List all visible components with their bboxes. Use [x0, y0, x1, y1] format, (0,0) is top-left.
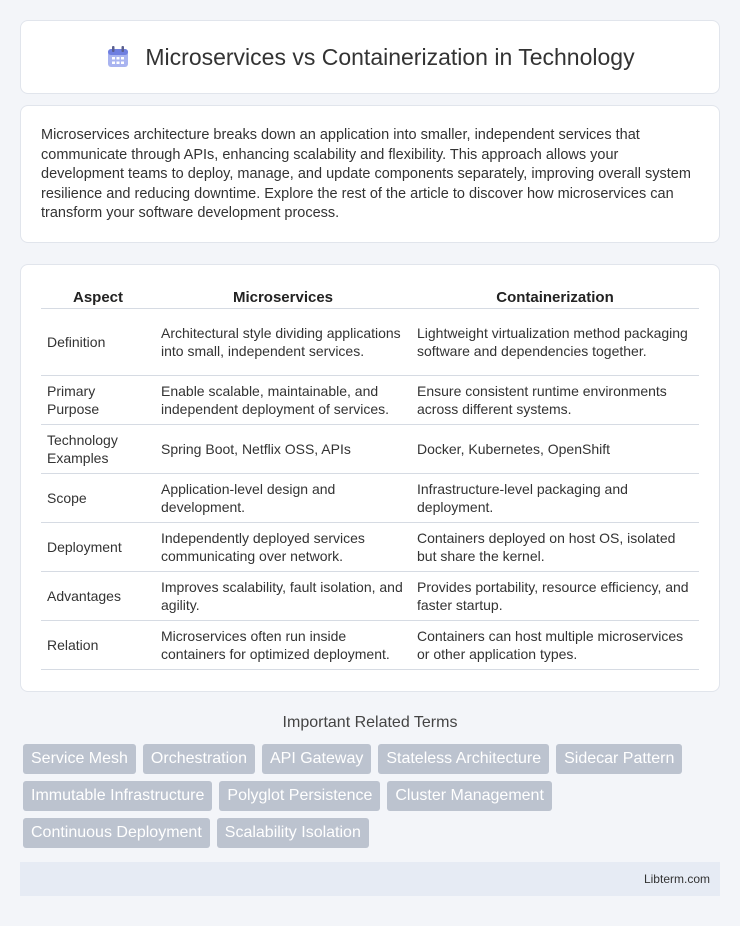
table-row: [41, 621, 699, 670]
cell-microservices: Improves scalability, fault isolation, and agility.: [155, 572, 411, 621]
cell-microservices: Application-level design and development.: [155, 474, 411, 523]
cell-microservices: Architectural style dividing applications into small, independent services.: [155, 309, 411, 376]
tag-cluster-management[interactable]: Cluster Management: [387, 781, 552, 811]
cell-aspect: Definition: [41, 309, 155, 376]
comparison-table-card: [20, 264, 720, 692]
cell-containerization: Ensure consistent runtime environments across different systems.: [411, 376, 699, 425]
table-header-row: [41, 287, 699, 309]
cell-aspect: Advantages: [41, 572, 155, 621]
footer: [20, 862, 720, 896]
tag-api-gateway[interactable]: API Gateway: [262, 744, 371, 774]
cell-containerization: Containers deployed on host OS, isolated but share the kernel.: [411, 523, 699, 572]
related-terms-heading: Important Related Terms: [282, 714, 458, 731]
cell-containerization: Provides portability, resource efficiency, and faster startup.: [411, 572, 699, 621]
table-row: [41, 474, 699, 523]
tag-sidecar-pattern[interactable]: Sidecar Pattern: [556, 744, 682, 774]
cell-aspect: Deployment: [41, 523, 155, 572]
tag-continuous-deployment[interactable]: Continuous Deployment: [23, 818, 210, 848]
related-terms-tags: [20, 744, 720, 848]
page-title: Microservices vs Containerization in Technology: [145, 43, 635, 70]
tag-scalability-isolation[interactable]: Scalability Isolation: [217, 818, 369, 848]
header-aspect: Aspect: [41, 287, 155, 309]
footer-site-link[interactable]: Libterm.com: [643, 872, 710, 886]
table-row: [41, 376, 699, 425]
cell-aspect: Relation: [41, 621, 155, 670]
cell-aspect: Technology Examples: [41, 425, 155, 474]
table-row: [41, 425, 699, 474]
cell-containerization: Lightweight virtualization method packaging software and dependencies together.: [411, 309, 699, 376]
cell-containerization: Containers can host multiple microservices or other application types.: [411, 621, 699, 670]
cell-containerization: Infrastructure-level packaging and deployment.: [411, 474, 699, 523]
tag-immutable-infrastructure[interactable]: Immutable Infrastructure: [23, 781, 212, 811]
tag-polyglot-persistence[interactable]: Polyglot Persistence: [219, 781, 380, 811]
cell-aspect: Primary Purpose: [41, 376, 155, 425]
related-terms-section: [20, 714, 720, 848]
header-microservices: Microservices: [155, 287, 411, 309]
tag-service-mesh[interactable]: Service Mesh: [23, 744, 136, 774]
title-card: [20, 20, 720, 94]
tag-stateless-architecture[interactable]: Stateless Architecture: [378, 744, 549, 774]
table-row: [41, 572, 699, 621]
cell-microservices: Spring Boot, Netflix OSS, APIs: [155, 425, 411, 474]
header-containerization: Containerization: [411, 287, 699, 309]
tag-orchestration[interactable]: Orchestration: [143, 744, 255, 774]
cell-aspect: Scope: [41, 474, 155, 523]
cell-microservices: Independently deployed services communicating over network.: [155, 523, 411, 572]
table-row: [41, 523, 699, 572]
intro-card: [20, 105, 720, 243]
calendar-icon: [105, 44, 131, 70]
cell-containerization: Docker, Kubernetes, OpenShift: [411, 425, 699, 474]
intro-text: Microservices architecture breaks down an application into smaller, independent services that communicate through APIs, enhancing scalability and flexibility. This approach allows your development teams to deploy, manage, and update components separately, improving overall system resilience and reducing downtime. Explore the rest of the article to discover how microservices can transform your software development process.: [41, 127, 691, 222]
cell-microservices: Enable scalable, maintainable, and independent deployment of services.: [155, 376, 411, 425]
comparison-table: [41, 287, 699, 670]
table-row: [41, 309, 699, 376]
cell-microservices: Microservices often run inside containers for optimized deployment.: [155, 621, 411, 670]
